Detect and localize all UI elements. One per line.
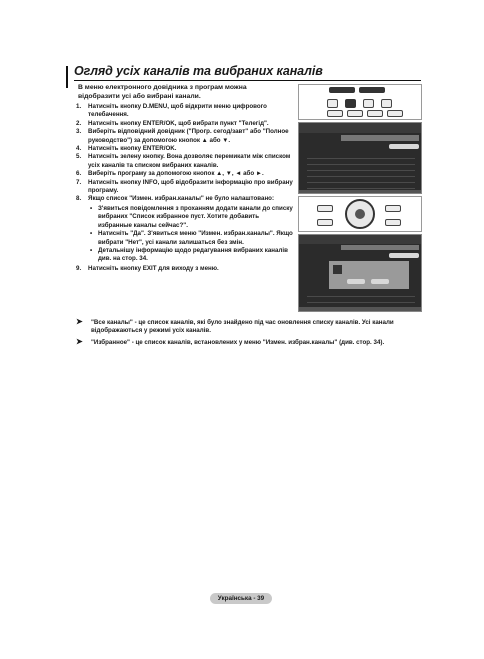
remote-button-icon xyxy=(385,205,401,212)
remote-button-icon xyxy=(359,87,385,93)
sub-list xyxy=(88,205,294,264)
screen-badge xyxy=(389,144,419,149)
heading-accent-bar xyxy=(66,66,68,88)
step-item: 2. Натисніть кнопку ENTER/OK, щоб вибрати пункт "Телегід". xyxy=(76,119,269,127)
screen-row xyxy=(307,293,415,297)
remote-button-icon xyxy=(387,110,403,117)
step-item: 8. Якщо список "Измен. избран.каналы" не було налаштовано: • З'явиться повідомлення з проханням додати канали до списку вибраних "Список избранное пуст. Хотите добавить избранные каналы сейчас?". • Натисніть "Да". З'явиться меню "Измен. избран.каналы". Якщо вибрати "Нет", усі канали залишаться без змін. • Детальнішу інформацію щодо редагування вибраних каналів див. на стор. 34. xyxy=(76,195,294,263)
remote-button-icon xyxy=(345,99,356,108)
screen-highlight-bar xyxy=(341,135,419,141)
dialog-button xyxy=(347,279,365,284)
remote-button-icon xyxy=(329,87,355,93)
note-arrow-icon: ➤ xyxy=(76,336,83,346)
remote-button-icon xyxy=(317,219,333,226)
remote-illustration-top xyxy=(298,84,422,120)
screen-footer-bar xyxy=(299,190,422,194)
instruction-steps xyxy=(76,103,294,273)
screen-row xyxy=(307,185,415,189)
step-item: 4. Натисніть кнопку ENTER/OK. xyxy=(76,145,177,153)
remote-button-icon xyxy=(317,205,333,212)
tv-guide-screenshot-2 xyxy=(298,234,422,312)
dialog-icon xyxy=(333,265,342,274)
note-item: ➤ "Избранное" - це список каналів, встановлених у меню "Измен. избран.каналы" (див. стор. 34). xyxy=(76,336,385,346)
screen-row xyxy=(307,179,415,183)
page-number-badge: Українська - 39 xyxy=(210,593,272,604)
heading-underline xyxy=(74,80,421,81)
screen-badge xyxy=(389,253,419,258)
note-arrow-icon: ➤ xyxy=(76,317,83,326)
page-title: Огляд усіх каналів та вибраних каналів xyxy=(74,64,323,78)
screen-footer-bar xyxy=(299,307,422,312)
remote-button-icon xyxy=(367,110,383,117)
screen-highlight-bar xyxy=(341,245,419,250)
dpad-icon xyxy=(345,199,375,229)
step-item: 1. Натисніть кнопку D.MENU, щоб відкрити меню цифрового телебачення. xyxy=(76,103,267,119)
dialog-button xyxy=(371,279,389,284)
sub-item: • Детальнішу інформацію щодо редагування вибраних каналів див. на стор. 34. xyxy=(88,247,294,264)
screen-row xyxy=(307,173,415,177)
remote-button-icon xyxy=(385,219,401,226)
step-item: 7. Натисніть кнопку INFO, щоб відобразити інформацію про вибрану програму. xyxy=(76,178,293,195)
tv-guide-screenshot-1 xyxy=(298,122,422,194)
sub-item: • З'явиться повідомлення з проханням додати канали до списку вибраних "Список избранное пуст. Хотите добавить избранные каналы сейчас?". xyxy=(88,205,294,230)
note-item: ➤ "Все каналы" - це список каналів, які було знайдено під час оновлення списку каналів. Усі канали відображаються у режимі усіх каналів. xyxy=(76,317,394,335)
remote-button-icon xyxy=(327,99,338,108)
screen-header-band xyxy=(299,123,421,133)
remote-button-icon xyxy=(363,99,374,108)
screen-header-band xyxy=(299,235,421,244)
screen-row xyxy=(307,167,415,171)
remote-button-icon xyxy=(381,99,392,108)
sub-item: • Натисніть "Да". З'явиться меню "Измен. избран.каналы". Якщо вибрати "Нет", усі канали залишаться без змін. xyxy=(88,230,294,247)
remote-button-icon xyxy=(327,110,343,117)
step-item: 6. Виберіть програму за допомогою кнопок ▲, ▼, ◄ або ►. xyxy=(76,170,264,178)
remote-illustration-middle xyxy=(298,196,422,232)
remote-button-icon xyxy=(347,110,363,117)
step-item: 9. Натисніть кнопку EXIT для виходу з меню. xyxy=(76,264,219,272)
step-item: 3. Виберіть відповідний довідник ("Прогр. сегод/завт" або "Полное руководство") за допомогою кнопок ▲ або ▼. xyxy=(76,128,289,144)
screen-row xyxy=(307,161,415,165)
intro-text: В меню електронного довідника з програм можна відобразити усі або вибрані канали. xyxy=(78,84,247,100)
screen-row xyxy=(307,299,415,303)
notes xyxy=(76,319,422,350)
step-item: 5. Натисніть зелену кнопку. Вона дозволяє перемикати між списком усіх каналів та списком вибраних каналів. xyxy=(76,153,291,169)
screen-row xyxy=(307,155,415,159)
